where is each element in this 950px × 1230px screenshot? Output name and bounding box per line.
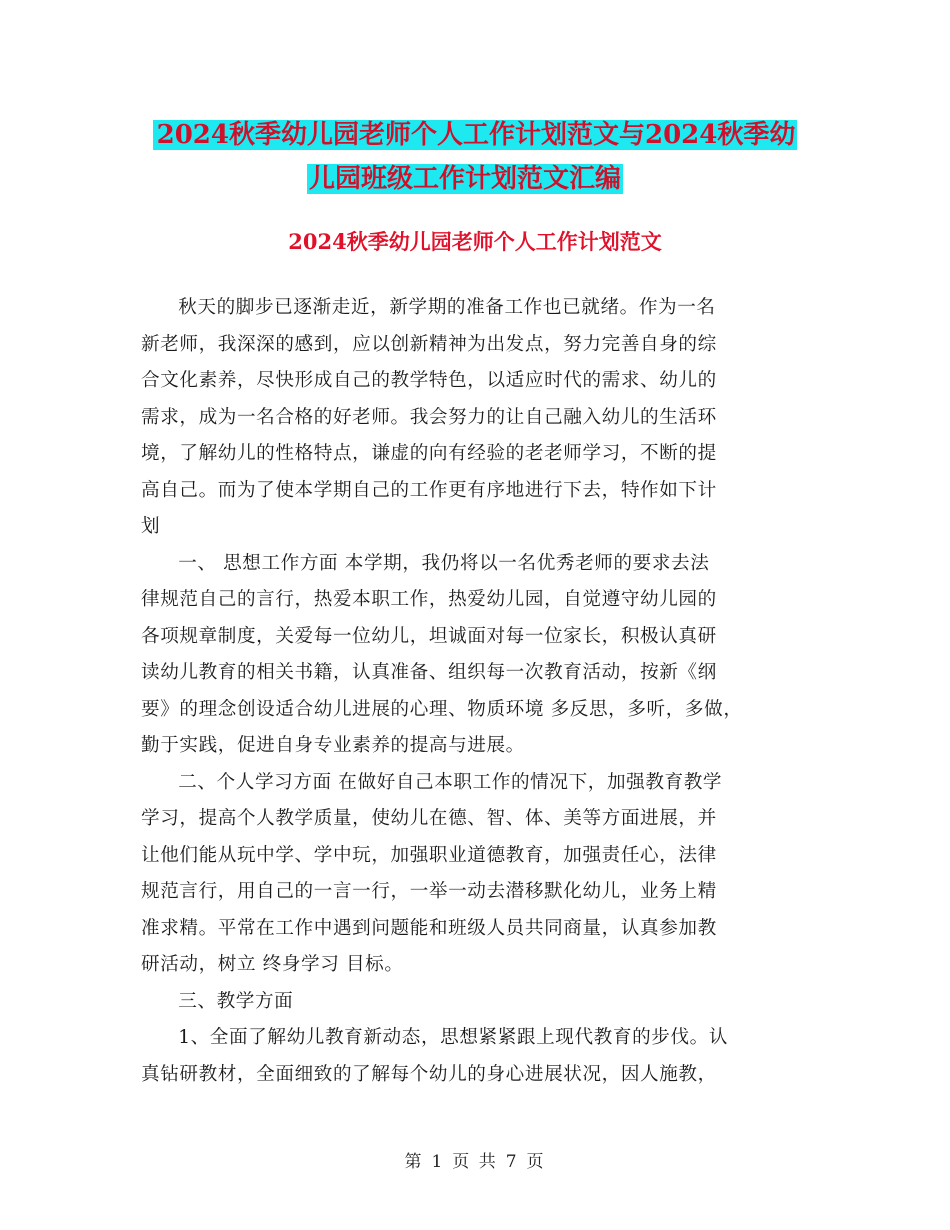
text-line: 高自己。而为了使本学期自己的工作更有序地进行下去，特作如下计 <box>141 479 717 501</box>
text-line: 境，了解幼儿的性格特点，谦虚的向有经验的老老师学习，不断的提 <box>141 443 717 464</box>
text-line: 律规范自己的言行，热爱本职工作，热爱幼儿园，自觉遵守幼儿园的 <box>141 589 717 610</box>
footer-suffix: 页 <box>526 1152 546 1172</box>
footer-mid: 页 共 <box>452 1152 498 1172</box>
paragraph-intro <box>141 290 809 546</box>
title-highlight-1: 2024秋季幼儿园老师个人工作计划范文与2024秋季幼 <box>153 120 798 150</box>
text-line: 让他们能从玩中学、学中玩，加强职业道德教育，加强责任心，法律 <box>141 844 717 866</box>
text-line: 划 <box>141 516 161 537</box>
section-title: 2024秋季幼儿园老师个人工作计划范文 <box>288 229 662 254</box>
paragraph-thought-work <box>141 546 809 765</box>
text-line: 研活动，树立 终身学习 目标。 <box>141 954 404 975</box>
text-line: 读幼儿教育的相关书籍，认真准备、组织每一次教育活动，按新《纲 <box>141 662 717 683</box>
footer-page-number: 1 <box>431 1152 445 1172</box>
document-title-line-2 <box>0 158 940 195</box>
text-line: 秋天的脚步已逐渐走近，新学期的准备工作也已就绪。作为一名 <box>178 297 716 318</box>
paragraph-teaching-item-1 <box>141 1020 809 1093</box>
text-line: 勤于实践，促进自身专业素养的提高与进展。 <box>141 735 525 756</box>
text-line: 真钻研教材，全面细致的了解每个幼儿的身心进展状况，因人施教， <box>141 1063 717 1085</box>
paragraph-teaching-heading <box>141 984 809 1021</box>
text-line: 需求，成为一名合格的好老师。我会努力的让自己融入幼儿的生活环 <box>141 406 717 428</box>
footer-total-pages: 7 <box>505 1152 519 1172</box>
footer-prefix: 第 <box>404 1152 424 1172</box>
text-line: 要》的理念创设适合幼儿进展的心理、物质环境 多反思，多听，多做， <box>141 698 743 720</box>
document-body <box>141 290 809 1093</box>
text-line: 三、教学方面 <box>178 990 294 1012</box>
text-line: 一、 思想工作方面 本学期，我仍将以一名优秀老师的要求去法 <box>178 552 710 574</box>
title-highlight-2: 儿园班级工作计划范文汇编 <box>308 164 621 194</box>
text-line: 1、全面了解幼儿教育新动态，思想紧紧跟上现代教育的步伐。认 <box>178 1027 729 1048</box>
paragraph-personal-study <box>141 765 809 984</box>
text-line: 学习，提高个人教学质量，使幼儿在德、智、体、美等方面进展，并 <box>141 808 717 829</box>
page-footer <box>0 1147 950 1172</box>
document-title-line-1 <box>0 114 950 151</box>
text-line: 二、个人学习方面 在做好自己本职工作的情况下，加强教育教学 <box>178 771 723 793</box>
text-line: 各项规章制度，关爱每一位幼儿，坦诚面对每一位家长，积极认真研 <box>141 625 717 647</box>
text-line: 准求精。平常在工作中遇到问题能和班级人员共同商量，认真参加教 <box>141 917 717 939</box>
text-line: 合文化素养，尽快形成自己的教学特色，以适应时代的需求、幼儿的 <box>141 370 717 391</box>
text-line: 规范言行，用自己的一言一行，一举一动去潜移默化幼儿，业务上精 <box>141 881 717 902</box>
text-line: 新老师，我深深的感到，应以创新精神为出发点，努力完善自身的综 <box>141 333 717 355</box>
